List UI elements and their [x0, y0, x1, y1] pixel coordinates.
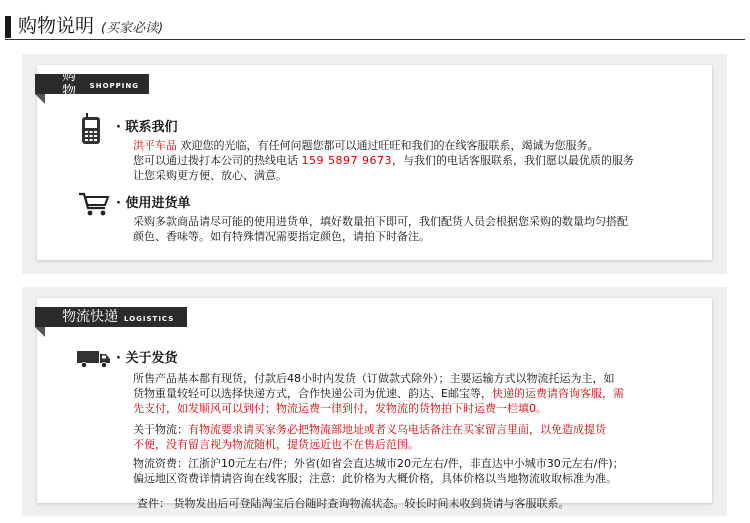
logistics-panel [22, 287, 727, 516]
header-divider [5, 39, 745, 40]
shipping-line-2b: 快递的运费请咨询客服，需 [491, 387, 624, 400]
delivery-truck-icon [77, 350, 111, 372]
shipping-heading: · 关于发货 [116, 351, 178, 366]
order-line-1: 采购多款商品请尽可能的使用进货单，填好数量拍下即可，我们配货人员会根据您采购的数量均匀搭配 [133, 215, 628, 228]
fee-line-2: 偏远地区资费详情请咨询在线客服；注意：此价格为大概价格，具体价格以当地物流收取标准为准。 [133, 472, 617, 485]
header-accent-bar [5, 16, 11, 38]
contact-text-3: ，与我们的电话客服联系，我们愿以最优质的服务 [391, 154, 634, 167]
shopping-cart-icon [78, 191, 110, 221]
page-subtitle: (买家必读) [101, 21, 164, 36]
fee-note [133, 456, 708, 486]
logistics-label: 关于物流： [133, 423, 188, 436]
shipping-line-2a: 货物重量较轻可以选择快递方式，合作快递公司为优速、韵达、E邮宝等， [133, 387, 492, 400]
order-body [133, 214, 708, 244]
shopping-card [37, 65, 712, 260]
page-header [0, 0, 750, 42]
mobile-phone-icon [81, 113, 101, 149]
logistics-tab-title: 物流快递 [62, 309, 118, 325]
order-line-2: 颜色、香味等。如有特殊情况需要指定颜色，请拍下时备注。 [133, 230, 430, 243]
logistics-tab-fold [35, 327, 45, 337]
shopping-panel [22, 54, 727, 274]
logistics-card [37, 298, 712, 510]
shipping-line-3: 先支付，如发顺风可以到付；物流运费一律到付，发物流的货物拍下时运费一栏填0。 [133, 402, 547, 415]
contact-text-2: 您可以通过拨打本公司的热线电话 [133, 154, 302, 167]
logistics-tab [35, 307, 187, 327]
shop-name-link[interactable]: 洪平车品 [133, 139, 177, 152]
contact-text-1: 欢迎您的光临，有任何问题您都可以通过旺旺和我们的在线客服联系，竭诚为您服务。 [177, 139, 599, 152]
order-heading: · 使用进货单 [116, 196, 191, 211]
fee-line-1: 物流资费：江浙沪10元左右/件；外省(如省会直达城市20元左右/件，非直达中小城市30元左右/件)； [133, 457, 624, 470]
contact-text-4: 让您采购更方便、放心、满意。 [133, 169, 287, 182]
shopping-tab-en: SHOPPING [89, 81, 139, 90]
page-title: 购物说明 [18, 15, 95, 37]
shopping-tab-title: 购物 [62, 68, 76, 100]
contact-heading: · 联系我们 [116, 120, 178, 135]
logistics-red-1: 有物流要求请买家务必把物流部地址或者义乌电话备注在买家留言里面，以免造成提货 [188, 423, 606, 436]
shipping-body [133, 371, 708, 416]
contact-body [133, 138, 708, 183]
logistics-note [133, 422, 708, 452]
logistics-tab-en: LOGISTICS [124, 314, 175, 323]
shopping-tab [35, 68, 149, 100]
shopping-tab-fold [35, 94, 45, 104]
query-note: 查件： 货物发出后可登陆淘宝后台随时查询物流状态。较长时间未收到货请与客服联系。 [137, 497, 570, 510]
shipping-line-1: 所售产品基本都有现货，付款后48小时内发货（订做款式除外）；主要运输方式以物流托运为主，如 [133, 372, 615, 385]
logistics-red-2: 不便，没有留言视为物流随机，提货远近也不在售后范围。 [133, 438, 419, 451]
hotline-number: 159 5897 9673 [301, 154, 392, 167]
